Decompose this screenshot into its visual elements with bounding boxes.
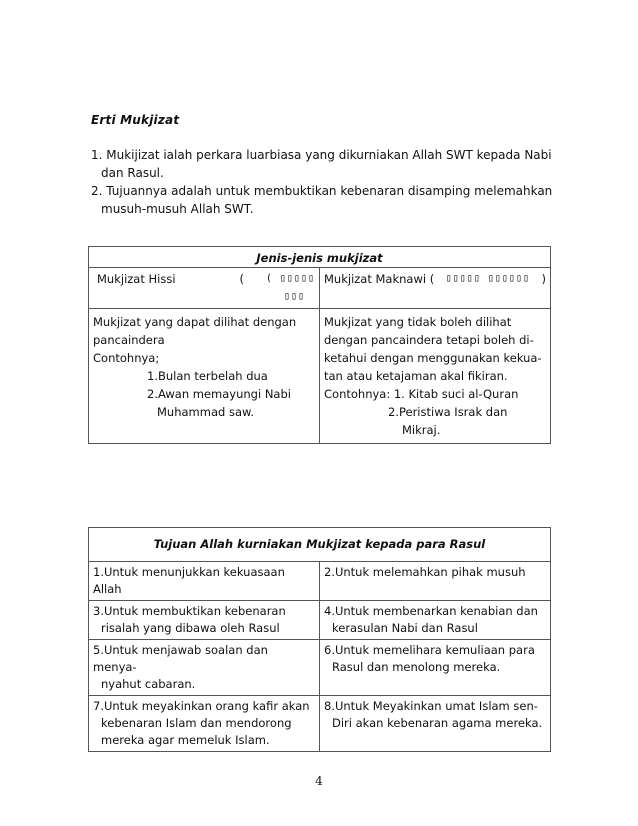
maknawi-heading-cell <box>320 268 551 309</box>
maknawi-line: dengan pancaindera tetapi boleh di- <box>324 333 534 347</box>
purpose-table <box>88 527 551 752</box>
purpose-cell <box>89 601 320 640</box>
purpose-text: 1.Untuk menunjukkan kekuasaan Allah <box>93 565 285 596</box>
hissi-arabic-2: ▯▯▯ <box>283 291 305 302</box>
hissi-description <box>89 309 320 444</box>
purpose-cell <box>320 696 551 752</box>
hissi-example-1: 1.Bulan terbelah dua <box>147 369 268 383</box>
hissi-line: pancaindera <box>93 333 165 347</box>
hissi-line: Mukjizat yang dapat dilihat dengan <box>93 315 297 329</box>
definition-point-2-cont: musuh-musuh Allah SWT. <box>101 202 254 216</box>
table-row <box>89 562 551 601</box>
hissi-example-2: 2.Awan memayungi Nabi <box>147 387 291 401</box>
purpose-cell <box>89 640 320 696</box>
purpose-cell <box>320 601 551 640</box>
maknawi-example-2-cont: Mikraj. <box>402 423 441 437</box>
purpose-text: 6.Untuk memelihara kemuliaan para <box>324 643 535 657</box>
hissi-arabic: ( ▯▯▯▯▯ <box>265 273 315 284</box>
purpose-text: 2.Untuk melemahkan pihak musuh <box>324 565 526 579</box>
maknawi-close: ) <box>541 272 546 286</box>
table-row <box>89 696 551 752</box>
hissi-heading: Mukjizat Hissi <box>97 272 176 286</box>
purpose-text: 5.Untuk menjawab soalan dan menya- <box>93 643 268 674</box>
maknawi-description <box>320 309 551 444</box>
types-table-header: Jenis-jenis mukjizat <box>89 247 551 268</box>
purpose-text: 8.Untuk Meyakinkan umat Islam sen- <box>324 699 538 713</box>
purpose-text-cont: kerasulan Nabi dan Rasul <box>332 621 478 635</box>
purpose-table-header: Tujuan Allah kurniakan Mukjizat kepada para Rasul <box>89 528 551 562</box>
purpose-cell <box>320 562 551 601</box>
maknawi-line: ketahui dengan menggunakan kekua- <box>324 351 542 365</box>
hissi-heading-cell <box>89 268 320 309</box>
purpose-text: 4.Untuk membenarkan kenabian dan <box>324 604 538 618</box>
maknawi-example-2: 2.Peristiwa Israk dan <box>388 405 508 419</box>
purpose-text-cont: Rasul dan menolong mereka. <box>332 660 501 674</box>
maknawi-example-1: Contohnya: 1. Kitab suci al-Quran <box>324 387 519 401</box>
maknawi-heading: Mukjizat Maknawi ( <box>324 272 435 286</box>
purpose-text: 7.Untuk meyakinkan orang kafir akan <box>93 699 310 713</box>
purpose-text-cont: risalah yang dibawa oleh Rasul <box>101 621 280 635</box>
definition-point-1: 1. Mukijizat ialah perkara luarbiasa yang dikurniakan Allah SWT kepada Nabi <box>91 148 552 162</box>
types-table <box>88 246 551 444</box>
page-number: 4 <box>315 774 323 788</box>
purpose-text-cont: mereka agar memeluk Islam. <box>101 733 270 747</box>
table-row <box>89 640 551 696</box>
section-title: Erti Mukjizat <box>91 113 180 127</box>
maknawi-line: tan atau ketajaman akal fikiran. <box>324 369 508 383</box>
maknawi-arabic: ▯▯▯▯▯ ▯▯▯▯▯▯ <box>445 273 530 284</box>
hissi-paren: ( <box>239 272 244 286</box>
purpose-cell <box>89 562 320 601</box>
definition-point-2: 2. Tujuannya adalah untuk membuktikan kebenaran disamping melemahkan <box>91 184 553 198</box>
hissi-example-2-cont: Muhammad saw. <box>157 405 254 419</box>
purpose-text: 3.Untuk membuktikan kebenaran <box>93 604 286 618</box>
purpose-text-cont: Diri akan kebenaran agama mereka. <box>332 716 543 730</box>
definition-point-1-cont: dan Rasul. <box>101 166 164 180</box>
purpose-text-cont: kebenaran Islam dan mendorong <box>101 716 292 730</box>
purpose-text-cont: nyahut cabaran. <box>101 677 196 691</box>
definition-list <box>91 146 561 218</box>
purpose-cell <box>320 640 551 696</box>
hissi-line: Contohnya; <box>93 351 160 365</box>
maknawi-line: Mukjizat yang tidak boleh dilihat <box>324 315 512 329</box>
table-row <box>89 601 551 640</box>
purpose-cell <box>89 696 320 752</box>
